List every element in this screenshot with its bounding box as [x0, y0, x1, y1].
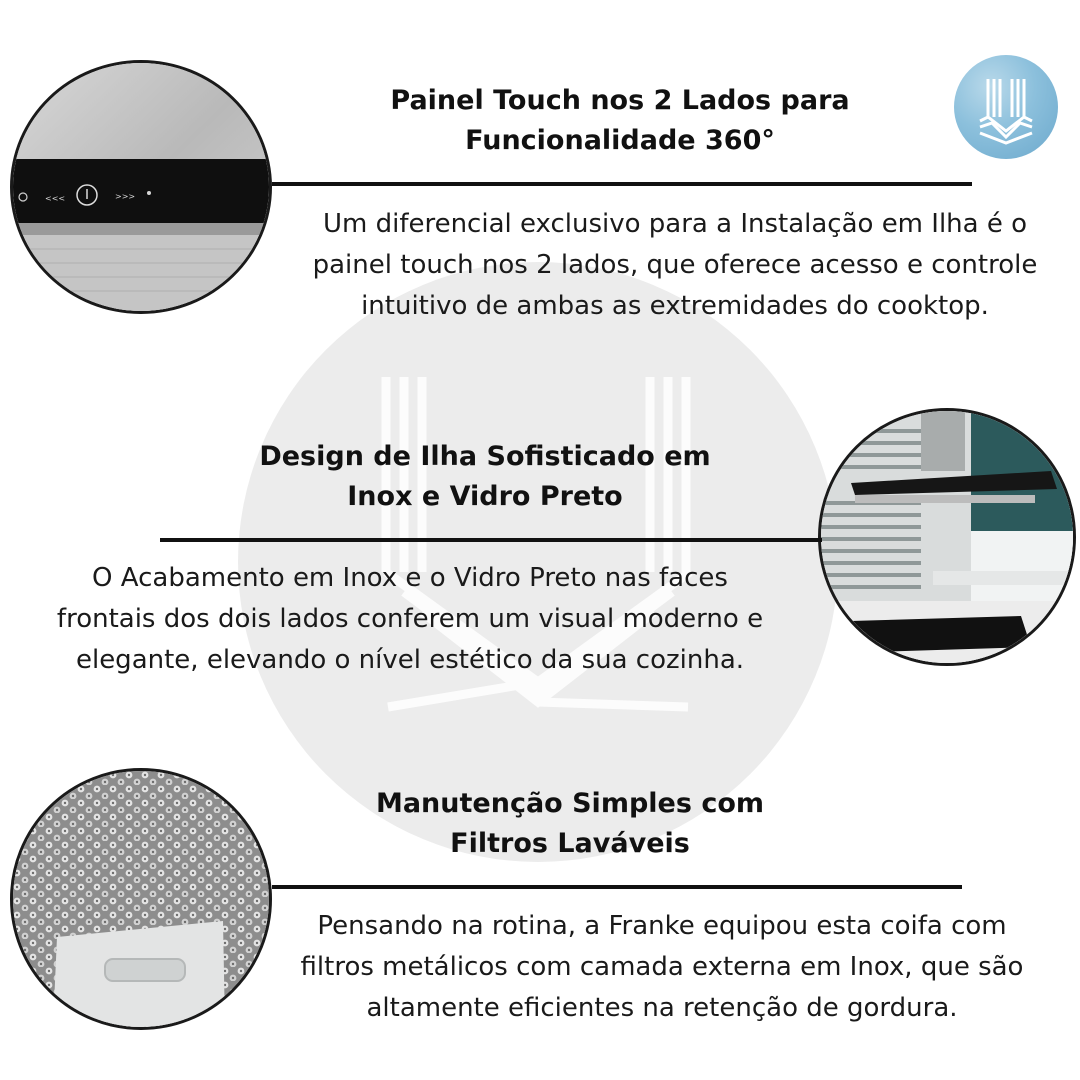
section-1-divider — [272, 182, 972, 186]
island-hood-kitchen-photo — [818, 408, 1076, 666]
section-3-heading — [340, 784, 800, 864]
heading-line: Design de Ilha Sofisticado em — [259, 441, 711, 472]
description-line: filtros metálicos com camada externa em Inox, que são — [300, 952, 1024, 982]
heading-line: Painel Touch nos 2 Lados para — [390, 85, 850, 116]
heading-line: Filtros Laváveis — [450, 828, 690, 859]
section-1-heading — [340, 81, 900, 161]
section-2-heading — [230, 437, 740, 517]
description-line: painel touch nos 2 lados, que oferece acesso e controle — [312, 250, 1038, 280]
description-line: altamente eficientes na retenção de gordura. — [366, 993, 958, 1023]
section-3-description — [262, 906, 1062, 1029]
section-1-description — [270, 204, 1080, 327]
metal-filter-photo — [10, 768, 272, 1030]
heading-line: Funcionalidade 360° — [465, 125, 775, 156]
heading-line: Manutenção Simples com — [375, 788, 765, 819]
touch-panel-photo — [10, 60, 272, 314]
description-line: Pensando na rotina, a Franke equipou esta coifa com — [317, 911, 1007, 941]
section-3-divider — [272, 885, 962, 889]
section-2-divider — [160, 538, 822, 542]
description-line: frontais dos dois lados conferem um visual moderno e — [56, 604, 764, 634]
franke-k-logo-icon — [954, 55, 1058, 159]
description-line: elegante, elevando o nível estético da sua cozinha. — [75, 645, 745, 675]
heading-line: Inox e Vidro Preto — [347, 481, 623, 512]
svg-text:>>>: >>> — [115, 192, 136, 201]
description-line: O Acabamento em Inox e o Vidro Preto nas faces — [92, 563, 728, 593]
description-line: Um diferencial exclusivo para a Instalação em Ilha é o — [322, 209, 1028, 239]
description-line: intuitivo de ambas as extremidades do cooktop. — [361, 291, 989, 321]
svg-text:<<<: <<< — [45, 194, 66, 203]
section-2-description — [10, 558, 810, 681]
